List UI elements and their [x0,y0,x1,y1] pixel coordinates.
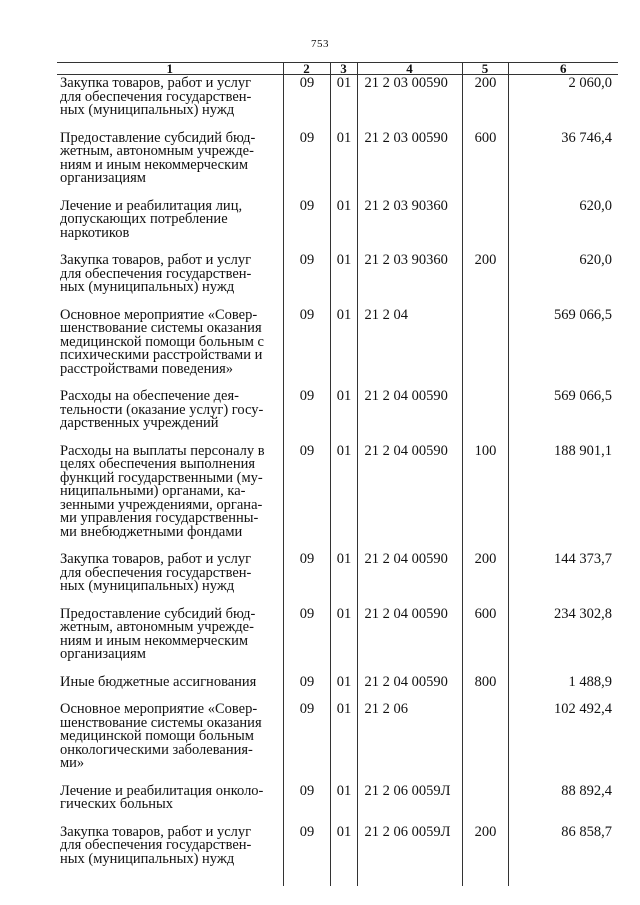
row-target-code: 21 2 03 90360 [357,198,462,253]
row-amount: 188 901,1 [508,443,618,552]
row-section: 09 [283,198,330,253]
row-subsection: 01 [330,307,357,389]
row-expense-type: 200 [462,824,508,887]
row-name: Лечение и реабилитация онколо- гических больных [60,782,264,812]
budget-table [57,62,618,886]
row-amount: 234 302,8 [508,606,618,674]
row-expense-type [462,388,508,443]
row-name: Закупка товаров, работ и услуг для обеспечения государствен- ных (муниципальных) нужд [60,551,252,594]
row-expense-type [462,783,508,824]
row-target-code: 21 2 04 00590 [357,674,462,702]
row-expense-type: 200 [462,252,508,307]
row-name: Иные бюджетные ассигнования [60,673,257,690]
row-subsection: 01 [330,252,357,307]
row-expense-type: 600 [462,130,508,198]
row-name: Расходы на выплаты персоналу в целях обеспечения выполнения функций государственными (му- ниципальными) органами, ка- зенными учреждениями, органа- ми управления государственны- ми внебюджетными фондами [60,442,265,540]
row-target-code: 21 2 04 [357,307,462,389]
table-row [57,783,618,824]
row-subsection: 01 [330,824,357,887]
row-section: 09 [283,701,330,783]
row-name: Основное мероприятие «Совер- шенствование системы оказания медицинской помощи больным с психическими расстройствами и расстройствами поведения» [60,306,264,377]
table-row [57,443,618,552]
row-subsection: 01 [330,75,357,130]
row-name: Расходы на обеспечение дея- тельности (оказание услуг) госу- дарственных учреждений [60,388,264,431]
row-target-code: 21 2 04 00590 [357,606,462,674]
row-amount: 86 858,7 [508,824,618,887]
row-section: 09 [283,674,330,702]
row-name: Предоставление субсидий бюд- жетным, автономным учрежде- ниям и иным некоммерческим организациям [60,605,256,662]
row-expense-type: 200 [462,75,508,130]
table-row [57,198,618,253]
row-section: 09 [283,551,330,606]
row-subsection: 01 [330,606,357,674]
row-name: Закупка товаров, работ и услуг для обеспечения государствен- ных (муниципальных) нужд [60,75,252,118]
row-section: 09 [283,252,330,307]
row-section: 09 [283,783,330,824]
row-section: 09 [283,824,330,887]
table-row [57,606,618,674]
row-amount: 620,0 [508,198,618,253]
row-target-code: 21 2 04 00590 [357,443,462,552]
table-row [57,130,618,198]
row-amount: 36 746,4 [508,130,618,198]
row-target-code: 21 2 03 00590 [357,130,462,198]
row-expense-type: 200 [462,551,508,606]
row-target-code: 21 2 06 0059Л [357,824,462,887]
row-expense-type: 800 [462,674,508,702]
column-header-6: 6 [508,63,618,75]
row-subsection: 01 [330,198,357,253]
row-subsection: 01 [330,701,357,783]
row-target-code: 21 2 03 90360 [357,252,462,307]
row-expense-type: 100 [462,443,508,552]
row-expense-type [462,198,508,253]
row-section: 09 [283,130,330,198]
row-subsection: 01 [330,783,357,824]
row-amount: 569 066,5 [508,388,618,443]
column-header-3: 3 [330,63,357,75]
table-row [57,388,618,443]
row-target-code: 21 2 06 [357,701,462,783]
row-target-code: 21 2 04 00590 [357,388,462,443]
row-subsection: 01 [330,130,357,198]
row-section: 09 [283,388,330,443]
page-number: 753 [311,38,329,50]
row-target-code: 21 2 04 00590 [357,551,462,606]
row-name: Закупка товаров, работ и услуг для обеспечения государствен- ных (муниципальных) нужд [60,252,252,295]
row-subsection: 01 [330,674,357,702]
row-subsection: 01 [330,388,357,443]
row-expense-type [462,701,508,783]
table-row [57,252,618,307]
row-amount: 102 492,4 [508,701,618,783]
row-subsection: 01 [330,551,357,606]
table-row [57,824,618,887]
table-row [57,551,618,606]
column-header-5: 5 [462,63,508,75]
row-section: 09 [283,307,330,389]
row-amount: 569 066,5 [508,307,618,389]
row-name: Лечение и реабилитация лиц, допускающих потребление наркотиков [60,197,243,241]
row-target-code: 21 2 03 00590 [357,75,462,130]
row-amount: 1 488,9 [508,674,618,702]
row-subsection: 01 [330,443,357,552]
column-header-1: 1 [57,63,283,75]
row-amount: 144 373,7 [508,551,618,606]
row-section: 09 [283,75,330,130]
row-expense-type [462,307,508,389]
table-row [57,307,618,389]
row-name: Закупка товаров, работ и услуг для обеспечения государствен- ных (муниципальных) нужд [60,823,252,867]
row-expense-type: 600 [462,606,508,674]
row-amount: 620,0 [508,252,618,307]
row-section: 09 [283,606,330,674]
row-target-code: 21 2 06 0059Л [357,783,462,824]
table-row [57,674,618,702]
table-header-row [57,63,618,75]
row-amount: 88 892,4 [508,783,618,824]
row-name: Основное мероприятие «Совер- шенствование системы оказания медицинской помощи больным онкологическими заболевания- ми» [60,701,262,771]
row-amount: 2 060,0 [508,75,618,130]
row-name: Предоставление субсидий бюд- жетным, автономным учрежде- ниям и иным некоммерческим организациям [60,129,256,186]
column-header-4: 4 [357,63,462,75]
table-row [57,701,618,783]
column-header-2: 2 [283,63,330,75]
table-row [57,75,618,130]
row-section: 09 [283,443,330,552]
